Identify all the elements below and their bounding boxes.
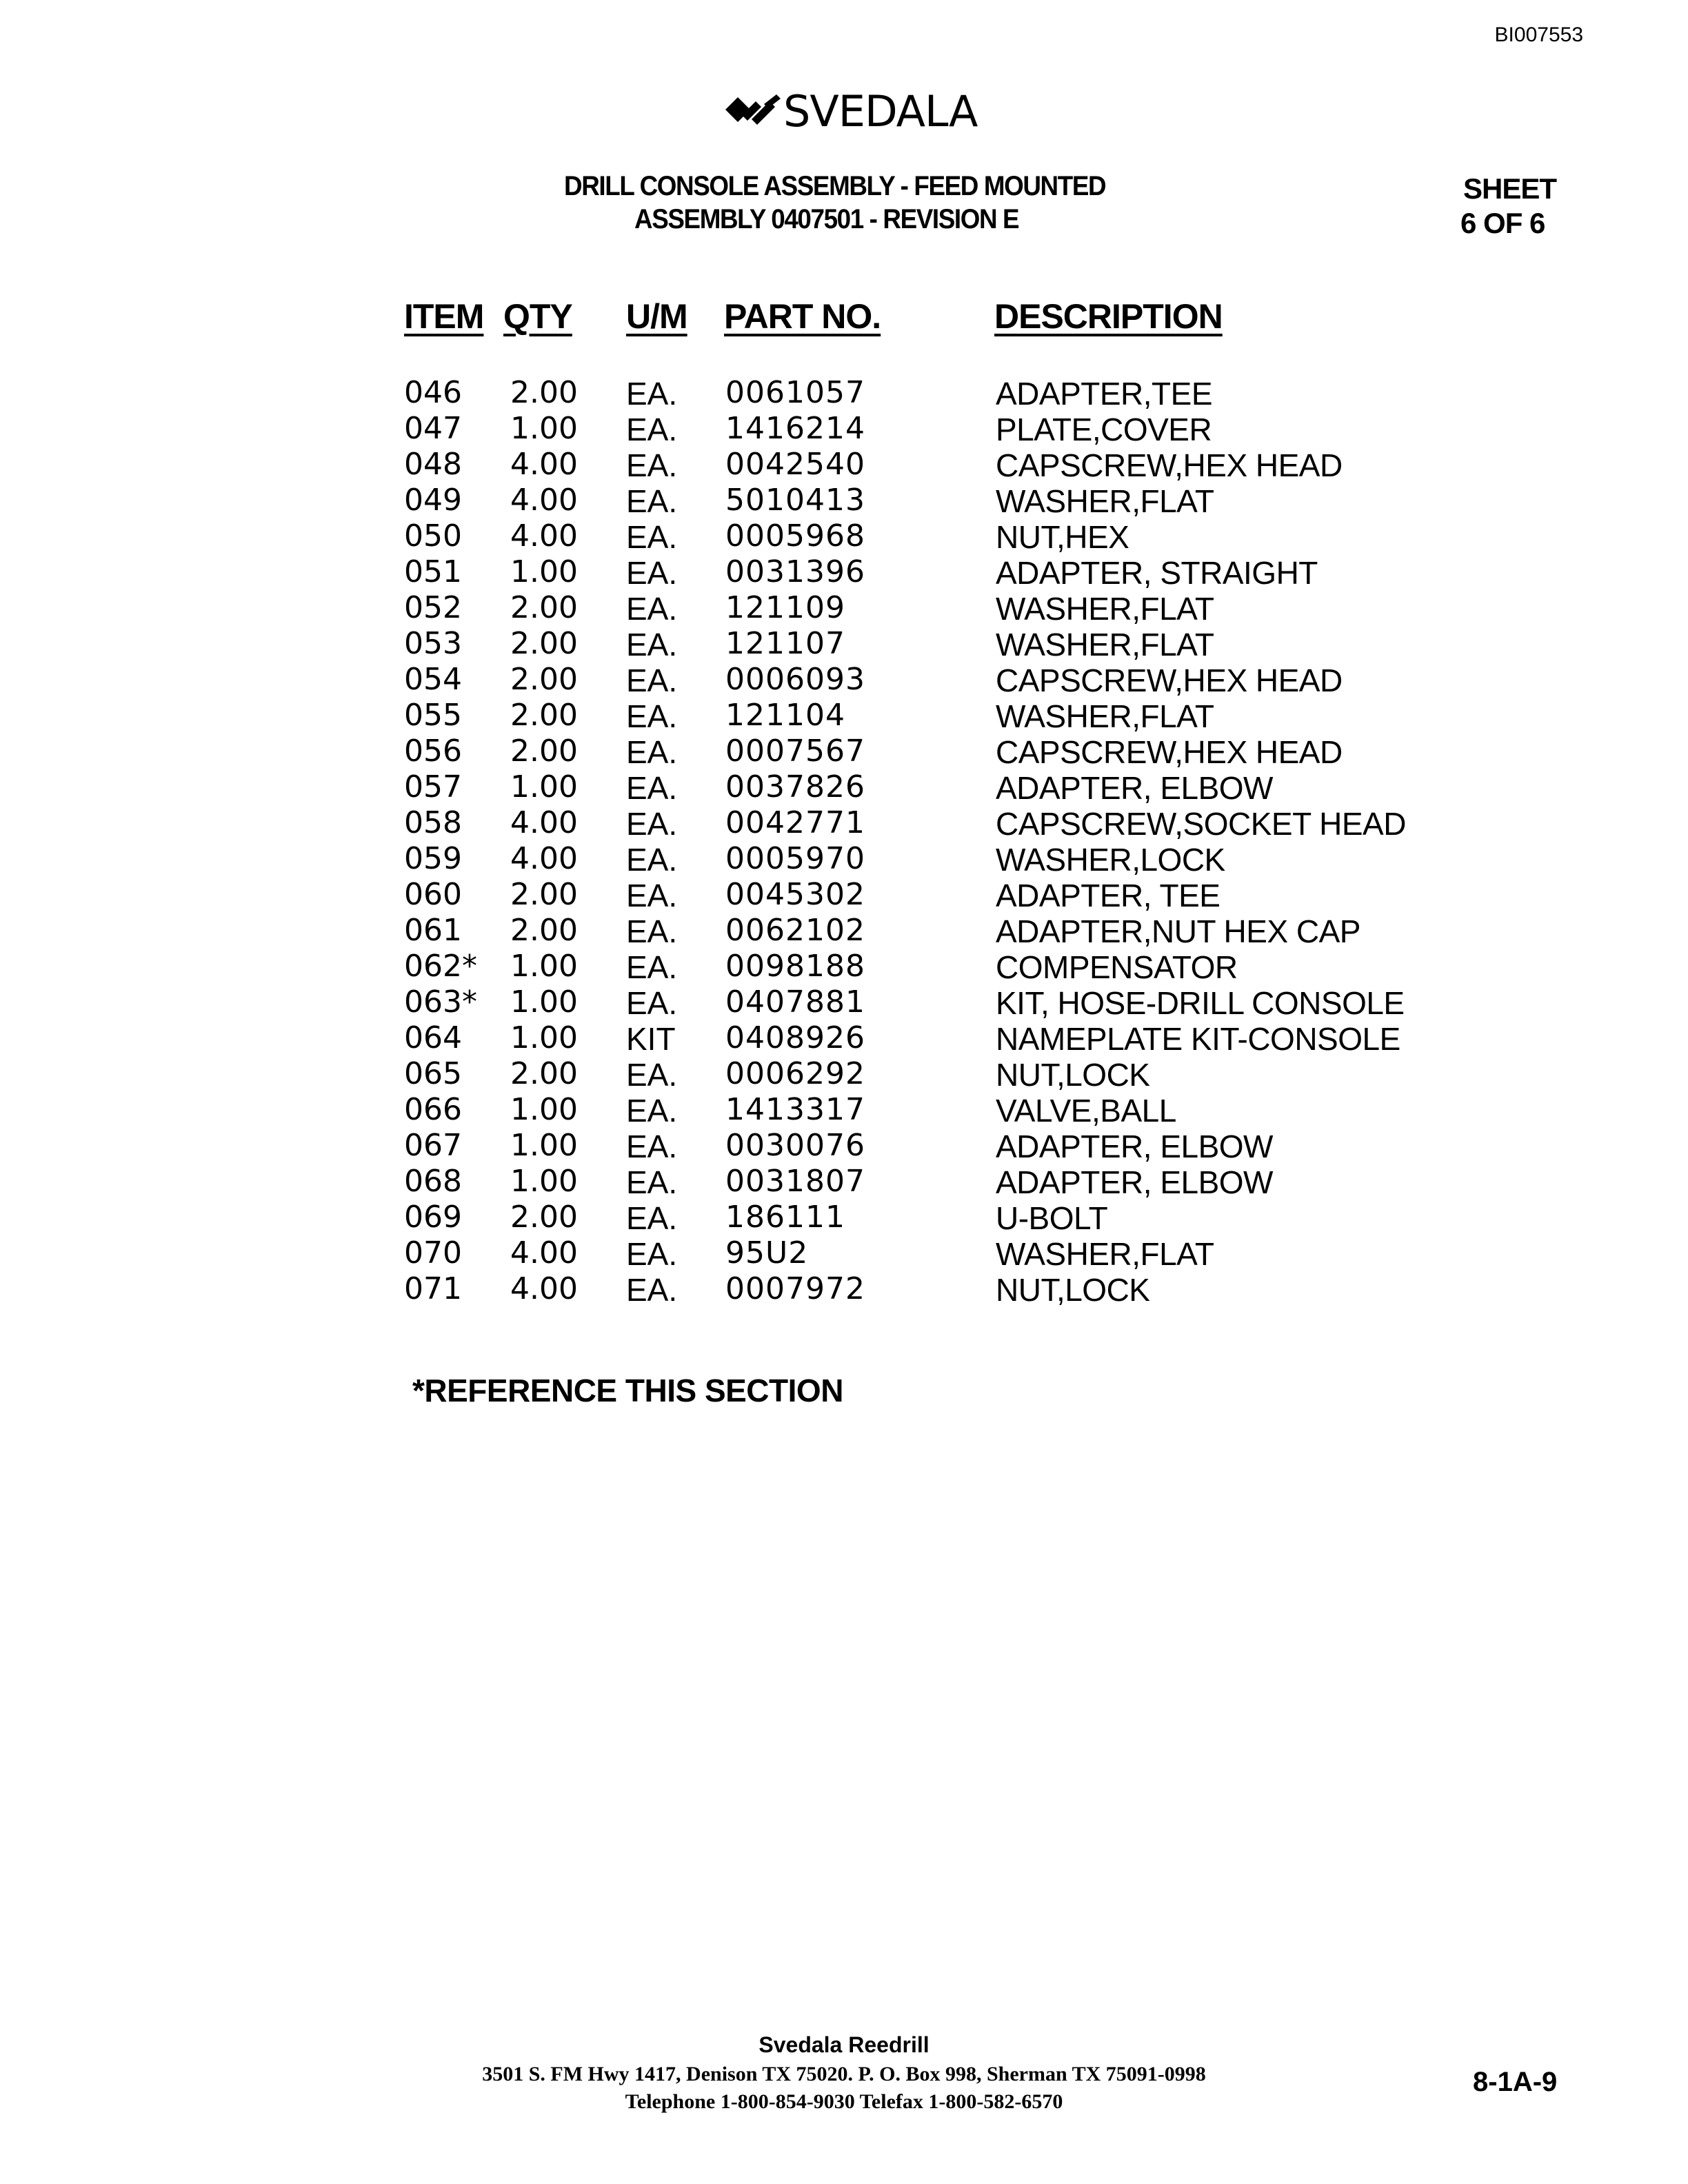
cell-qty: 4.00: [510, 518, 578, 554]
footer-company: Svedala Reedrill: [758, 2032, 930, 2057]
table-row: [0, 375, 1688, 411]
cell-part-no: 0045302: [725, 877, 865, 912]
table-row: [0, 1092, 1688, 1128]
cell-qty: 1.00: [510, 1164, 578, 1199]
cell-item: 059: [404, 841, 462, 876]
cell-part-no: 0037826: [725, 769, 865, 805]
cell-description: ADAPTER, ELBOW: [996, 1129, 1273, 1164]
cell-description: ADAPTER,TEE: [996, 376, 1213, 412]
cell-qty: 2.00: [510, 1200, 578, 1235]
cell-qty: 2.00: [510, 590, 578, 625]
cell-part-no: 0005968: [725, 518, 865, 554]
cell-qty: 2.00: [510, 698, 578, 733]
svedala-logo: [724, 86, 978, 136]
cell-description: VALVE,BALL: [996, 1093, 1176, 1129]
cell-description: CAPSCREW,SOCKET HEAD: [996, 806, 1406, 842]
cell-item: 062*: [404, 949, 477, 984]
cell-um: EA.: [626, 663, 678, 698]
cell-part-no: 121107: [725, 626, 845, 661]
cell-qty: 4.00: [510, 1235, 578, 1271]
cell-description: NUT,LOCK: [996, 1057, 1150, 1093]
table-row: [0, 913, 1688, 949]
cell-part-no: 5010413: [725, 483, 865, 518]
cell-qty: 2.00: [510, 913, 578, 948]
cell-part-no: 121109: [725, 590, 845, 625]
cell-um: EA.: [626, 806, 678, 842]
cell-part-no: 186111: [725, 1200, 845, 1235]
cell-qty: 1.00: [510, 1128, 578, 1163]
cell-item: 051: [404, 554, 462, 589]
cell-part-no: 95U2: [725, 1235, 809, 1271]
cell-um: EA.: [626, 591, 678, 627]
cell-um: EA.: [626, 447, 678, 483]
column-header-item: ITEM: [404, 297, 484, 336]
cell-description: ADAPTER, TEE: [996, 878, 1220, 913]
cell-part-no: 0030076: [725, 1128, 865, 1163]
cell-um: EA.: [626, 376, 678, 412]
page-number: 8-1A-9: [1473, 2067, 1558, 2097]
document-title: DRILL CONSOLE ASSEMBLY - FEED MOUNTED: [564, 171, 1106, 201]
cell-item: 046: [404, 375, 462, 410]
brand-name: SVEDALA: [783, 86, 978, 136]
cell-part-no: 0007972: [725, 1271, 865, 1306]
cell-um: EA.: [626, 1236, 678, 1272]
table-row: [0, 1200, 1688, 1235]
cell-description: ADAPTER,NUT HEX CAP: [996, 913, 1360, 949]
cell-part-no: 0042771: [725, 805, 865, 840]
cell-description: COMPENSATOR: [996, 949, 1238, 985]
cell-um: EA.: [626, 698, 678, 734]
table-row: [0, 590, 1688, 626]
cell-um: EA.: [626, 949, 678, 985]
table-row: [0, 841, 1688, 877]
table-row: [0, 769, 1688, 805]
cell-description: WASHER,FLAT: [996, 1236, 1214, 1272]
cell-description: WASHER,FLAT: [996, 627, 1214, 663]
cell-um: EA.: [626, 842, 678, 878]
cell-part-no: 0098188: [725, 949, 865, 984]
cell-description: WASHER,FLAT: [996, 591, 1214, 627]
table-row: [0, 805, 1688, 841]
sheet-value: 6 OF 6: [1460, 207, 1545, 239]
table-row: [0, 447, 1688, 483]
cell-description: ADAPTER, ELBOW: [996, 1164, 1273, 1200]
sheet-label: SHEET: [1463, 172, 1557, 205]
cell-item: 047: [404, 411, 462, 446]
cell-item: 063*: [404, 984, 477, 1020]
cell-item: 060: [404, 877, 462, 912]
cell-description: U-BOLT: [996, 1200, 1108, 1236]
cell-description: ADAPTER, STRAIGHT: [996, 555, 1318, 591]
column-header-um: U/M: [626, 297, 687, 336]
table-row: [0, 984, 1688, 1020]
cell-qty: 1.00: [510, 1092, 578, 1127]
cell-description: WASHER,LOCK: [996, 842, 1225, 878]
cell-item: 052: [404, 590, 462, 625]
table-row: [0, 411, 1688, 447]
cell-qty: 2.00: [510, 1056, 578, 1091]
table-row: [0, 1271, 1688, 1307]
cell-um: EA.: [626, 627, 678, 663]
cell-qty: 2.00: [510, 375, 578, 410]
parts-table: [0, 375, 1688, 1307]
table-row: [0, 626, 1688, 662]
cell-part-no: 0062102: [725, 913, 865, 948]
cell-part-no: 0031807: [725, 1164, 865, 1199]
cell-item: 054: [404, 662, 462, 697]
cell-item: 049: [404, 483, 462, 518]
cell-qty: 4.00: [510, 805, 578, 840]
cell-qty: 4.00: [510, 447, 578, 482]
table-row: [0, 483, 1688, 518]
table-row: [0, 554, 1688, 590]
cell-item: 048: [404, 447, 462, 482]
cell-item: 055: [404, 698, 462, 733]
cell-item: 057: [404, 769, 462, 805]
cell-part-no: 0031396: [725, 554, 865, 589]
cell-qty: 2.00: [510, 626, 578, 661]
cell-item: 069: [404, 1200, 462, 1235]
cell-qty: 1.00: [510, 1020, 578, 1055]
cell-part-no: 1416214: [725, 411, 865, 446]
cell-qty: 4.00: [510, 841, 578, 876]
cell-item: 066: [404, 1092, 462, 1127]
cell-description: WASHER,FLAT: [996, 698, 1214, 734]
cell-item: 058: [404, 805, 462, 840]
cell-um: EA.: [626, 519, 678, 555]
cell-description: NUT,HEX: [996, 519, 1129, 555]
svedala-diamond-logo-icon: [724, 94, 781, 130]
cell-item: 067: [404, 1128, 462, 1163]
cell-um: EA.: [626, 1129, 678, 1164]
cell-description: WASHER,FLAT: [996, 483, 1214, 519]
cell-um: EA.: [626, 985, 678, 1021]
cell-item: 061: [404, 913, 462, 948]
cell-item: 053: [404, 626, 462, 661]
cell-um: EA.: [626, 1057, 678, 1093]
cell-item: 068: [404, 1164, 462, 1199]
table-row: [0, 734, 1688, 769]
cell-qty: 1.00: [510, 949, 578, 984]
cell-item: 064: [404, 1020, 462, 1055]
cell-qty: 4.00: [510, 483, 578, 518]
table-row: [0, 1164, 1688, 1200]
cell-qty: 1.00: [510, 411, 578, 446]
table-row: [0, 662, 1688, 698]
cell-part-no: 0042540: [725, 447, 865, 482]
cell-um: EA.: [626, 412, 678, 447]
cell-part-no: 0407881: [725, 984, 865, 1020]
cell-part-no: 0061057: [725, 375, 865, 410]
cell-um: EA.: [626, 555, 678, 591]
cell-qty: 2.00: [510, 734, 578, 769]
cell-part-no: 0007567: [725, 734, 865, 769]
cell-description: CAPSCREW,HEX HEAD: [996, 734, 1343, 770]
table-row: [0, 518, 1688, 554]
cell-part-no: 1413317: [725, 1092, 865, 1127]
cell-part-no: 0006093: [725, 662, 865, 697]
cell-um: EA.: [626, 1200, 678, 1236]
column-header-part-no: PART NO.: [724, 297, 881, 336]
table-row: [0, 949, 1688, 984]
column-header-qty: QTY: [503, 297, 572, 336]
cell-qty: 1.00: [510, 984, 578, 1020]
cell-um: EA.: [626, 1093, 678, 1129]
footer-address: 3501 S. FM Hwy 1417, Denison TX 75020. P. O. Box 998, Sherman TX 75091-0998: [482, 2063, 1206, 2085]
cell-part-no: 121104: [725, 698, 845, 733]
cell-description: PLATE,COVER: [996, 412, 1212, 447]
footer-phone: Telephone 1-800-854-9030 Telefax 1-800-582-6570: [625, 2090, 1063, 2113]
cell-description: NAMEPLATE KIT-CONSOLE: [996, 1021, 1400, 1057]
cell-um: EA.: [626, 770, 678, 806]
document-id: BI007553: [1494, 23, 1583, 46]
cell-description: CAPSCREW,HEX HEAD: [996, 663, 1343, 698]
reference-note: *REFERENCE THIS SECTION: [412, 1373, 843, 1408]
cell-description: ADAPTER, ELBOW: [996, 770, 1273, 806]
document-subtitle: ASSEMBLY 0407501 - REVISION E: [634, 204, 1019, 234]
cell-um: EA.: [626, 1272, 678, 1308]
cell-item: 050: [404, 518, 462, 554]
cell-item: 056: [404, 734, 462, 769]
cell-qty: 2.00: [510, 877, 578, 912]
cell-um: EA.: [626, 913, 678, 949]
cell-item: 070: [404, 1235, 462, 1271]
cell-part-no: 0006292: [725, 1056, 865, 1091]
cell-qty: 1.00: [510, 769, 578, 805]
cell-um: EA.: [626, 878, 678, 913]
cell-part-no: 0408926: [725, 1020, 865, 1055]
cell-description: NUT,LOCK: [996, 1272, 1150, 1308]
cell-part-no: 0005970: [725, 841, 865, 876]
cell-qty: 4.00: [510, 1271, 578, 1306]
table-row: [0, 1235, 1688, 1271]
cell-um: EA.: [626, 734, 678, 770]
column-header-description: DESCRIPTION: [994, 297, 1223, 336]
table-row: [0, 1056, 1688, 1092]
cell-um: KIT: [626, 1021, 676, 1057]
cell-item: 065: [404, 1056, 462, 1091]
table-row: [0, 1020, 1688, 1056]
cell-qty: 2.00: [510, 662, 578, 697]
table-row: [0, 1128, 1688, 1164]
cell-qty: 1.00: [510, 554, 578, 589]
table-row: [0, 698, 1688, 734]
cell-description: CAPSCREW,HEX HEAD: [996, 447, 1343, 483]
table-row: [0, 877, 1688, 913]
cell-description: KIT, HOSE-DRILL CONSOLE: [996, 985, 1405, 1021]
cell-um: EA.: [626, 483, 678, 519]
cell-item: 071: [404, 1271, 462, 1306]
cell-um: EA.: [626, 1164, 678, 1200]
